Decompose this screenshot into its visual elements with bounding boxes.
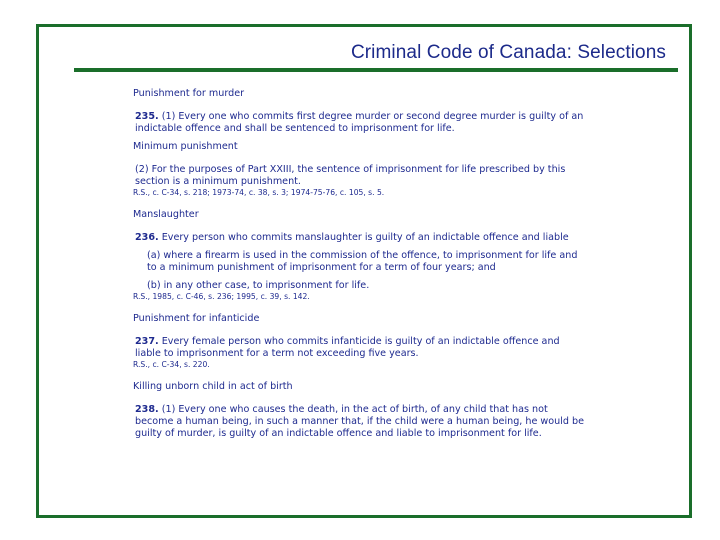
heading-238: Killing unborn child in act of birth — [133, 381, 293, 392]
text-236-1: Every person who commits manslaughter is guilty of an indictable offence and liable — [158, 232, 569, 243]
para-236-a: (a) where a firearm is used in the commission of the offence, to imprisonment for life and to a minimum punishment of imprisonment for a term of four years; and — [147, 250, 578, 273]
heading-236: Manslaughter — [133, 209, 199, 220]
title-rule — [74, 68, 678, 72]
heading-237: Punishment for infanticide — [133, 313, 260, 324]
para-236-b: (b) in any other case, to imprisonment for life. — [147, 280, 370, 291]
heading-235: Punishment for murder — [133, 88, 245, 99]
statute-text — [133, 88, 585, 440]
para-237-1 — [133, 336, 585, 360]
para-235-1 — [133, 111, 585, 135]
text-235-1: (1) Every one who commits first degree murder or second degree murder is guilty of an indictable offence and shall be sentenced to imprisonment for life. — [135, 111, 584, 134]
para-236-1 — [133, 232, 585, 244]
citation-237: R.S., c. C-34, s. 220. — [133, 360, 210, 369]
section-number-236: 236. — [135, 232, 159, 243]
section-number-237: 237. — [135, 336, 159, 347]
heading-235-2: Minimum punishment — [133, 141, 238, 152]
para-235-2: (2) For the purposes of Part XXIII, the sentence of imprisonment for life prescribed by this section is a minimum punishment. — [135, 164, 566, 187]
citation-236: R.S., 1985, c. C-46, s. 236; 1995, c. 39, s. 142. — [133, 292, 310, 301]
text-237-1: Every female person who commits infanticide is guilty of an indictable offence and liable to imprisonment for a term not exceeding five years. — [135, 336, 560, 359]
citation-235: R.S., c. C-34, s. 218; 1973-74, c. 38, s. 3; 1974-75-76, c. 105, s. 5. — [133, 188, 385, 197]
slide-title: Criminal Code of Canada: Selections — [350, 42, 666, 63]
section-number-235: 235. — [135, 111, 159, 122]
section-number-238: 238. — [135, 404, 159, 415]
para-238-1 — [133, 404, 585, 440]
text-238-1: (1) Every one who causes the death, in the act of birth, of any child that has not become a human being, in such a manner that, if the child were a human being, he would be guilty of murder, is guilty of an indictable offence and liable to imprisonment for life. — [135, 404, 585, 439]
